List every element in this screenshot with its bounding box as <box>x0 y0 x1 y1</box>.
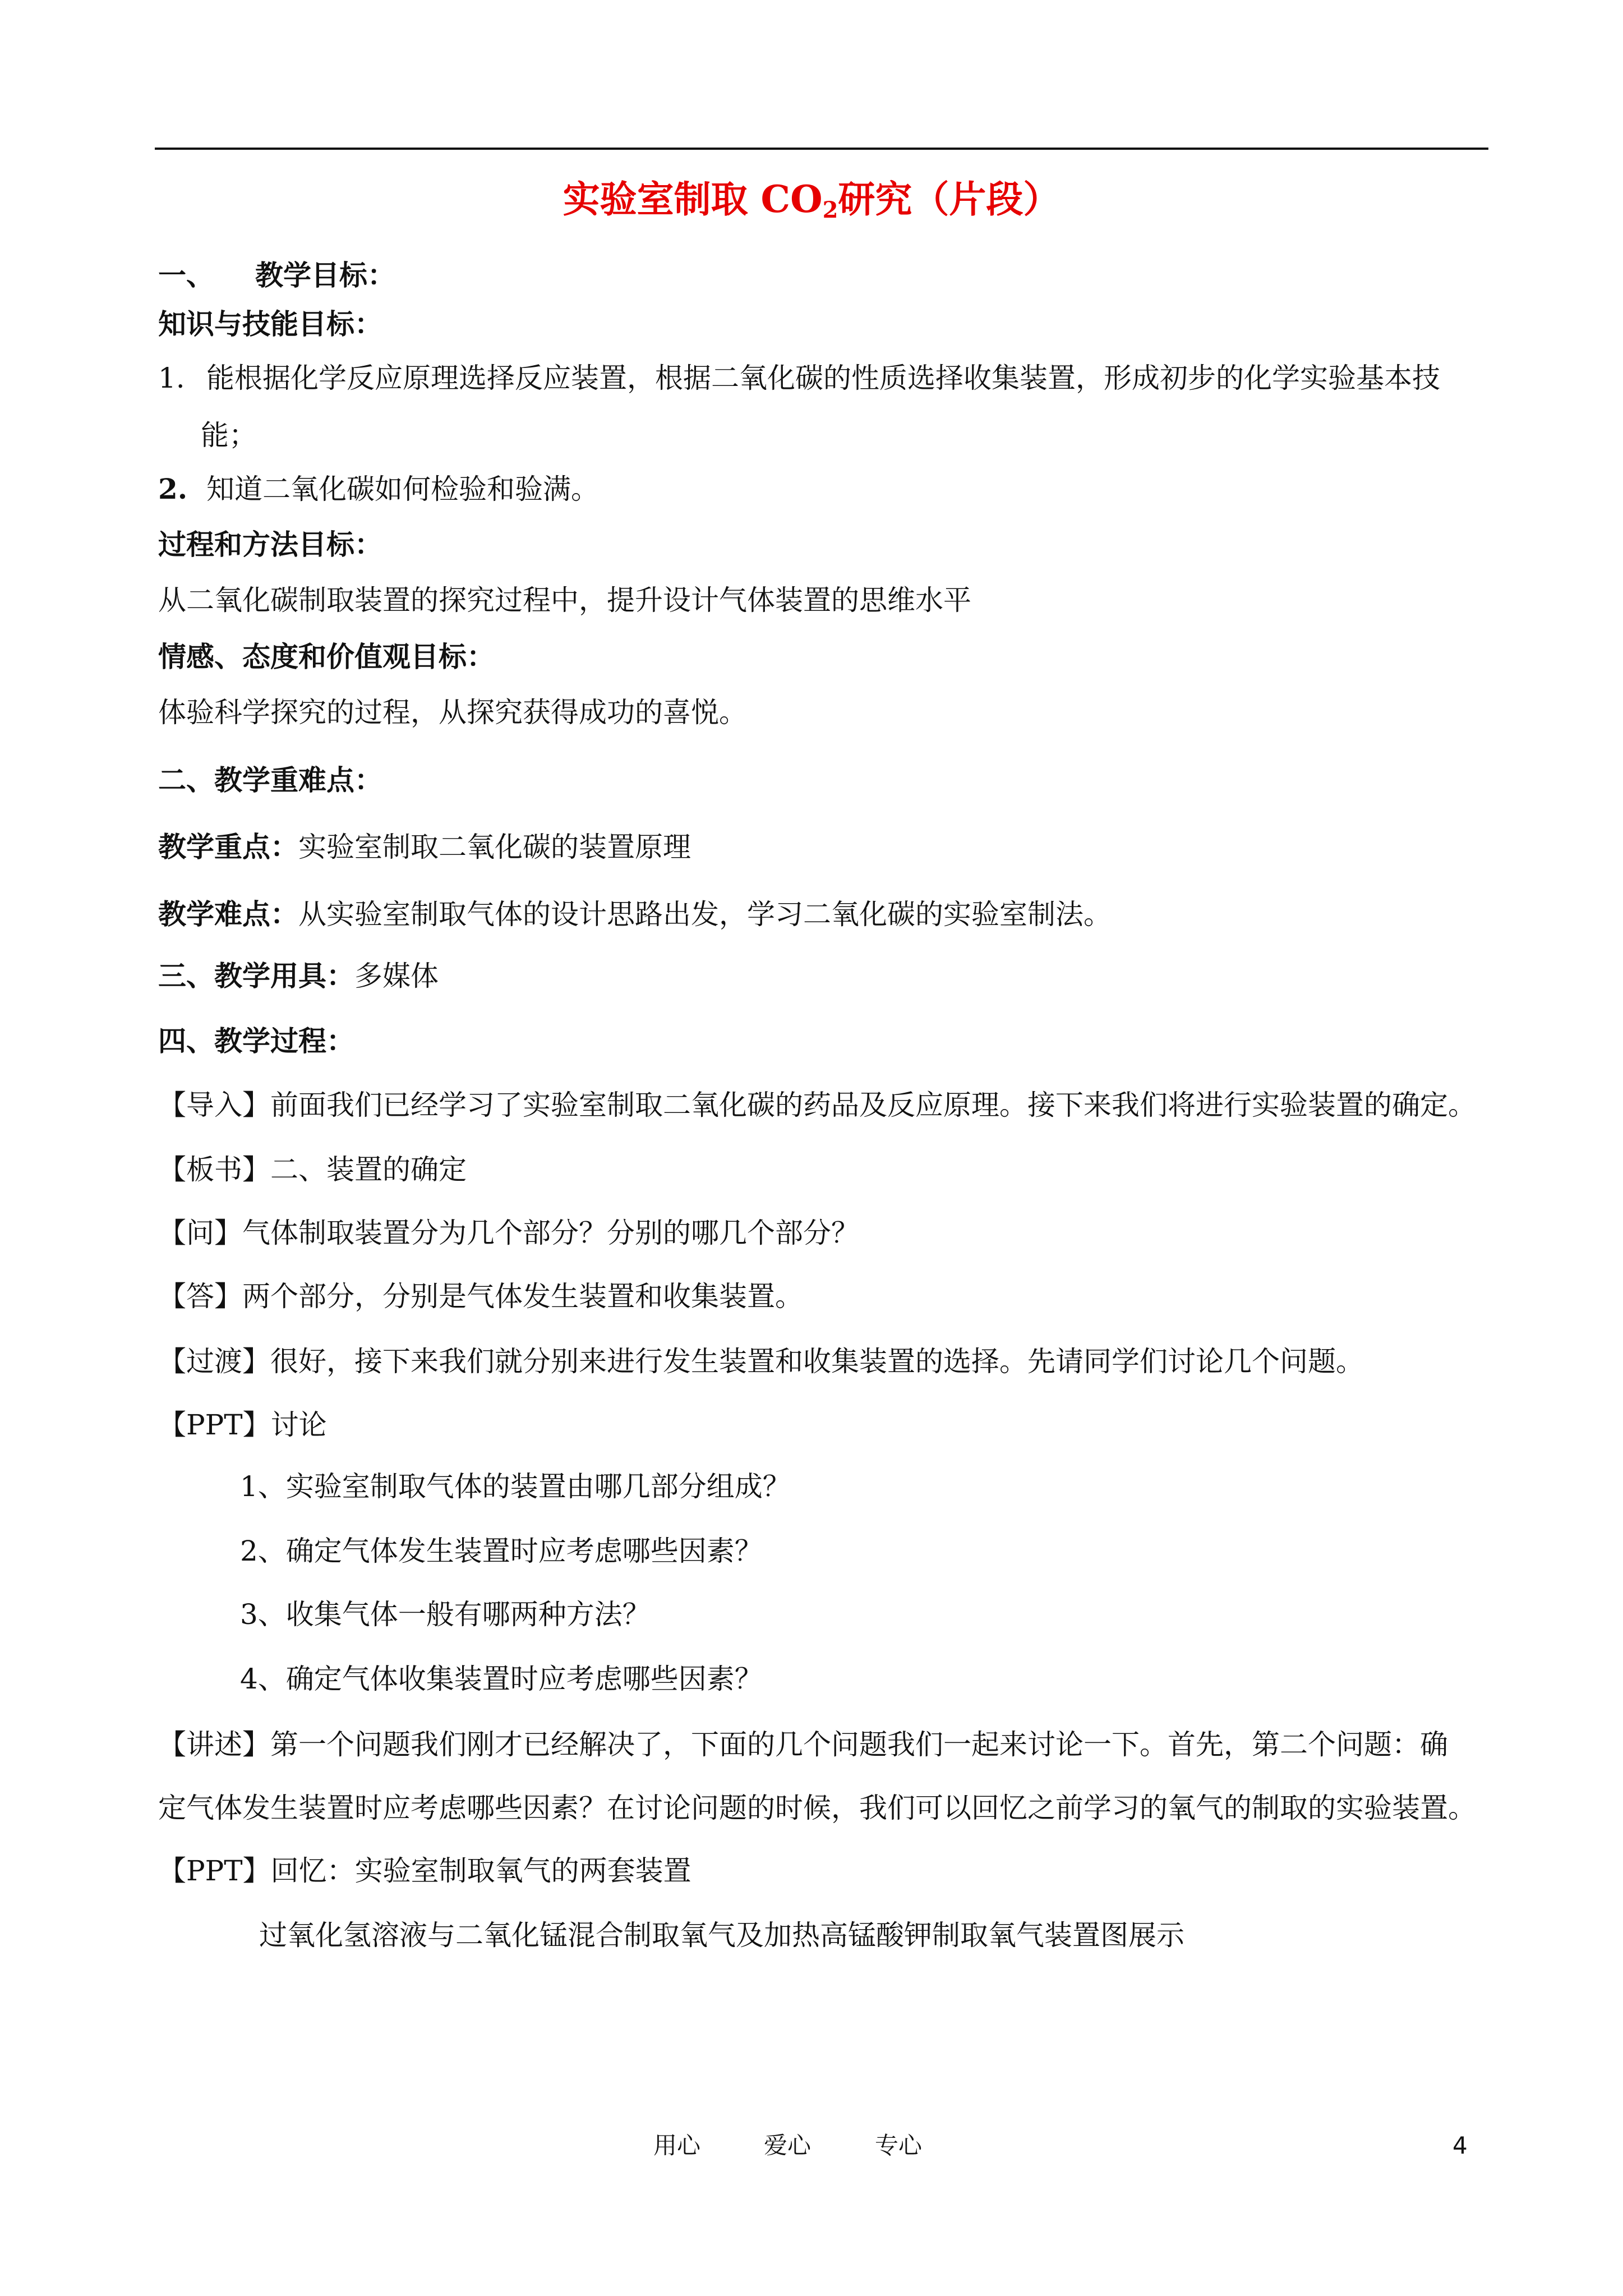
page-title <box>0 168 1623 241</box>
item-number: 2. <box>158 472 188 505</box>
focus-text: 实验室制取二氧化碳的装置原理 <box>298 831 691 863</box>
discussion-question-2: 2、确定气体发生装置时应考虑哪些因素？ <box>240 1535 763 1567</box>
item-number: 1. <box>158 362 185 394</box>
process-text: 从二氧化碳制取装置的探究过程中，提升设计气体装置的思维水平 <box>158 584 971 616</box>
step-ppt-recall-desc: 过氧化氢溶液与二氧化锰混合制取氧气及加热高锰酸钾制取氧气装置图展示 <box>259 1919 1184 1952</box>
focus-label: 教学重点： <box>158 830 298 863</box>
focus-line <box>158 827 691 867</box>
footer-word-2: 爱心 <box>764 2132 811 2159</box>
step-intro: 【导入】前面我们已经学习了实验室制取二氧化碳的药品及反应原理。接下来我们将进行实验装置的确定。 <box>158 1089 1476 1121</box>
footer-word-3: 专心 <box>875 2132 923 2159</box>
title-suffix: 研究（片段） <box>838 177 1061 221</box>
section4-heading: 四、教学过程： <box>158 1024 354 1057</box>
header-rule <box>155 148 1488 150</box>
section3-line <box>158 956 439 996</box>
emotion-text: 体验科学探究的过程，从探究获得成功的喜悦。 <box>158 696 747 729</box>
title-prefix: 实验室制取 CO <box>562 177 823 221</box>
discussion-question-1: 1、实验室制取气体的装置由哪几部分组成？ <box>240 1470 791 1503</box>
item-text: 能根据化学反应原理选择反应装置，根据二氧化碳的性质选择收集装置，形成初步的化学实验基本技 <box>206 362 1440 394</box>
section3-text: 多媒体 <box>354 960 439 992</box>
knowledge-heading: 知识与技能目标： <box>158 307 382 341</box>
step-ppt-discussion: 【PPT】讨论 <box>158 1409 327 1441</box>
title-subscript: 2 <box>822 197 838 223</box>
difficulty-label: 教学难点： <box>158 898 298 931</box>
discussion-question-3: 3、收集气体一般有哪两种方法？ <box>240 1598 651 1631</box>
difficulty-text: 从实验室制取气体的设计思路出发，学习二氧化碳的实验室制法。 <box>298 898 1112 931</box>
step-lecture-line2: 定气体发生装置时应考虑哪些因素？在讨论问题的时候，我们可以回忆之前学习的氧气的制取的实验装置。 <box>158 1792 1476 1824</box>
section2-heading: 二、教学重难点： <box>158 763 382 797</box>
step-board: 【板书】二、装置的确定 <box>158 1153 467 1186</box>
knowledge-item-2 <box>158 470 599 509</box>
emotion-heading: 情感、态度和价值观目标： <box>158 640 495 673</box>
difficulty-line <box>158 895 1112 934</box>
item-text: 知道二氧化碳如何检验和验满。 <box>206 473 599 505</box>
discussion-question-4: 4、确定气体收集装置时应考虑哪些因素？ <box>240 1663 763 1695</box>
knowledge-item-1-cont: 能； <box>201 419 257 452</box>
step-transition: 【过渡】很好，接下来我们就分别来进行发生装置和收集装置的选择。先请同学们讨论几个问题。 <box>158 1345 1364 1378</box>
knowledge-item-1 <box>158 358 1440 398</box>
section1-number: 一、 <box>158 259 214 292</box>
step-question: 【问】气体制取装置分为几个部分？分别的哪几个部分？ <box>158 1217 859 1249</box>
page-number: 4 <box>1453 2132 1468 2159</box>
section1-title: 教学目标： <box>255 259 395 292</box>
section3-label: 三、教学用具： <box>158 959 354 992</box>
step-ppt-recall: 【PPT】回忆：实验室制取氧气的两套装置 <box>158 1855 691 1887</box>
footer-word-1: 用心 <box>653 2132 701 2159</box>
process-heading: 过程和方法目标： <box>158 528 382 561</box>
step-lecture-line1: 【讲述】第一个问题我们刚才已经解决了，下面的几个问题我们一起来讨论一下。首先，第二个问题：确 <box>158 1728 1448 1761</box>
step-answer: 【答】两个部分，分别是气体发生装置和收集装置。 <box>158 1280 803 1313</box>
